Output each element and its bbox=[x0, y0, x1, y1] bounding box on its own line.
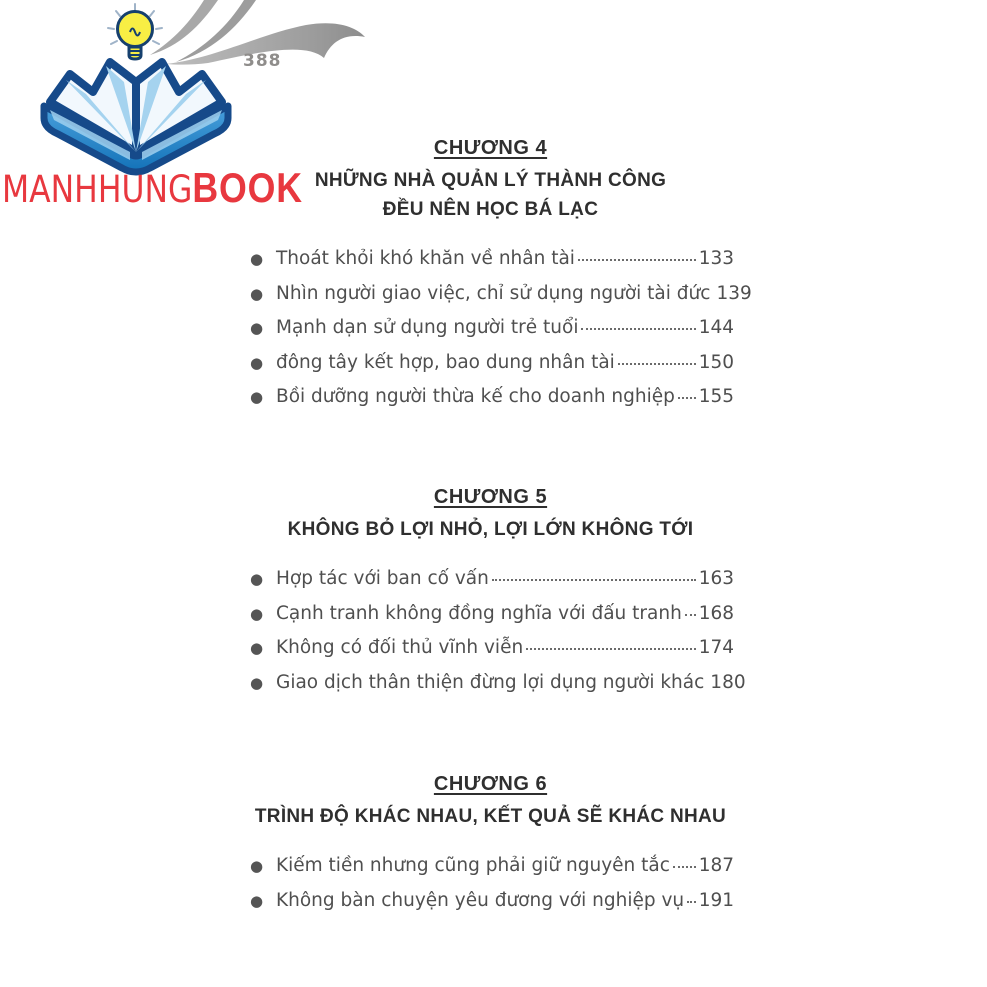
chapter-heading: CHƯƠNG 4 bbox=[433, 137, 548, 159]
toc-entry bbox=[247, 597, 734, 632]
toc-entry bbox=[247, 242, 734, 277]
bullet-icon: ● bbox=[250, 388, 264, 406]
toc-entry bbox=[247, 311, 734, 346]
toc-entry-label: Bồi dưỡng người thừa kế cho doanh nghiệp bbox=[276, 386, 675, 407]
toc-entry-page: 144 bbox=[698, 317, 734, 338]
bullet-icon: ● bbox=[250, 319, 264, 337]
chapter-title bbox=[247, 166, 734, 224]
open-book-icon bbox=[34, 52, 238, 180]
toc-entry-label: Cạnh tranh không đồng nghĩa với đấu tranh bbox=[276, 602, 682, 624]
manhhung-book-logo bbox=[0, 0, 310, 230]
bullet-icon: ● bbox=[250, 604, 264, 623]
toc-entry bbox=[247, 346, 734, 381]
toc-entry-label: Không bàn chuyện yêu đương với nghiệp vụ bbox=[276, 889, 685, 911]
toc-entry-label: Thoát khỏi khó khăn về nhân tài bbox=[276, 248, 575, 269]
bullet-icon: ● bbox=[250, 570, 264, 588]
toc-entry-page: 150 bbox=[698, 351, 734, 373]
toc-entry bbox=[247, 666, 746, 701]
toc-entry-page: 133 bbox=[698, 248, 734, 269]
chapter-title bbox=[247, 802, 734, 831]
bullet-icon: ● bbox=[250, 284, 264, 303]
toc-entry-list bbox=[247, 242, 752, 415]
dot-leader bbox=[685, 614, 696, 616]
chapter-heading: CHƯƠNG 5 bbox=[433, 486, 548, 508]
toc-entry-list bbox=[247, 849, 734, 918]
brand-name-bold: BOOK bbox=[192, 164, 303, 211]
dot-leader bbox=[673, 866, 696, 868]
dot-leader bbox=[492, 579, 696, 581]
brand-wordmark bbox=[2, 164, 303, 211]
bullet-icon: ● bbox=[250, 353, 264, 372]
toc-entry-page: 174 bbox=[698, 637, 734, 658]
chapter-title-line: TRÌNH ĐỘ KHÁC NHAU, KẾT QUẢ SẼ KHÁC NHAU bbox=[254, 806, 727, 827]
toc-entry-label: Giao dịch thân thiện đừng lợi dụng người khác bbox=[276, 671, 705, 693]
dot-leader bbox=[678, 397, 696, 399]
dot-leader bbox=[687, 901, 696, 903]
toc-entry-page: 180 bbox=[710, 671, 746, 693]
chapter-title-line: ĐỀU NÊN HỌC BÁ LẠC bbox=[382, 199, 599, 220]
toc-section-chapter-6 bbox=[247, 772, 734, 918]
toc-entry bbox=[247, 562, 734, 597]
toc-entry-label: Không có đối thủ vĩnh viễn bbox=[276, 637, 524, 658]
page-number: 388 bbox=[243, 51, 282, 71]
toc-entry-list bbox=[247, 562, 746, 700]
toc-entry bbox=[247, 631, 734, 666]
toc-entry bbox=[247, 277, 752, 312]
chapter-title bbox=[247, 515, 734, 544]
toc-entry-page: 168 bbox=[698, 602, 734, 624]
dot-leader bbox=[618, 363, 696, 365]
toc-entry-label: Mạnh dạn sử dụng người trẻ tuổi bbox=[276, 317, 579, 338]
toc-entry-page: 187 bbox=[698, 855, 734, 876]
bullet-icon: ● bbox=[250, 673, 264, 692]
dot-leader bbox=[578, 259, 696, 261]
toc-entry-label: Hợp tác với ban cố vấn bbox=[276, 568, 489, 589]
dot-leader bbox=[526, 648, 696, 650]
bullet-icon: ● bbox=[250, 250, 264, 268]
brand-name-regular: MANHHUNG bbox=[2, 168, 193, 211]
toc-entry-page: 139 bbox=[716, 282, 752, 304]
bullet-icon: ● bbox=[250, 639, 264, 657]
bullet-icon: ● bbox=[250, 891, 264, 910]
toc-entry-page: 163 bbox=[698, 568, 734, 589]
toc-entry-page: 191 bbox=[698, 889, 734, 911]
toc-section-chapter-5 bbox=[247, 485, 746, 700]
chapter-title-line: KHÔNG BỎ LỢI NHỎ, LỢI LỚN KHÔNG TỚI bbox=[287, 519, 694, 540]
toc-entry-label: đông tây kết hợp, bao dung nhân tài bbox=[276, 351, 615, 373]
dot-leader bbox=[581, 328, 695, 330]
toc-entry-label: Nhìn người giao việc, chỉ sử dụng người tài đức bbox=[276, 282, 711, 304]
toc-entry-page: 155 bbox=[698, 386, 734, 407]
bullet-icon: ● bbox=[250, 857, 264, 875]
toc-section-chapter-4 bbox=[247, 136, 752, 415]
toc-entry bbox=[247, 380, 734, 415]
chapter-heading: CHƯƠNG 6 bbox=[433, 773, 548, 795]
toc-entry-label: Kiếm tiền nhưng cũng phải giữ nguyên tắc bbox=[276, 855, 670, 876]
chapter-title-line: NHỮNG NHÀ QUẢN LÝ THÀNH CÔNG bbox=[314, 170, 667, 191]
toc-entry bbox=[247, 884, 734, 919]
toc-entry bbox=[247, 849, 734, 884]
